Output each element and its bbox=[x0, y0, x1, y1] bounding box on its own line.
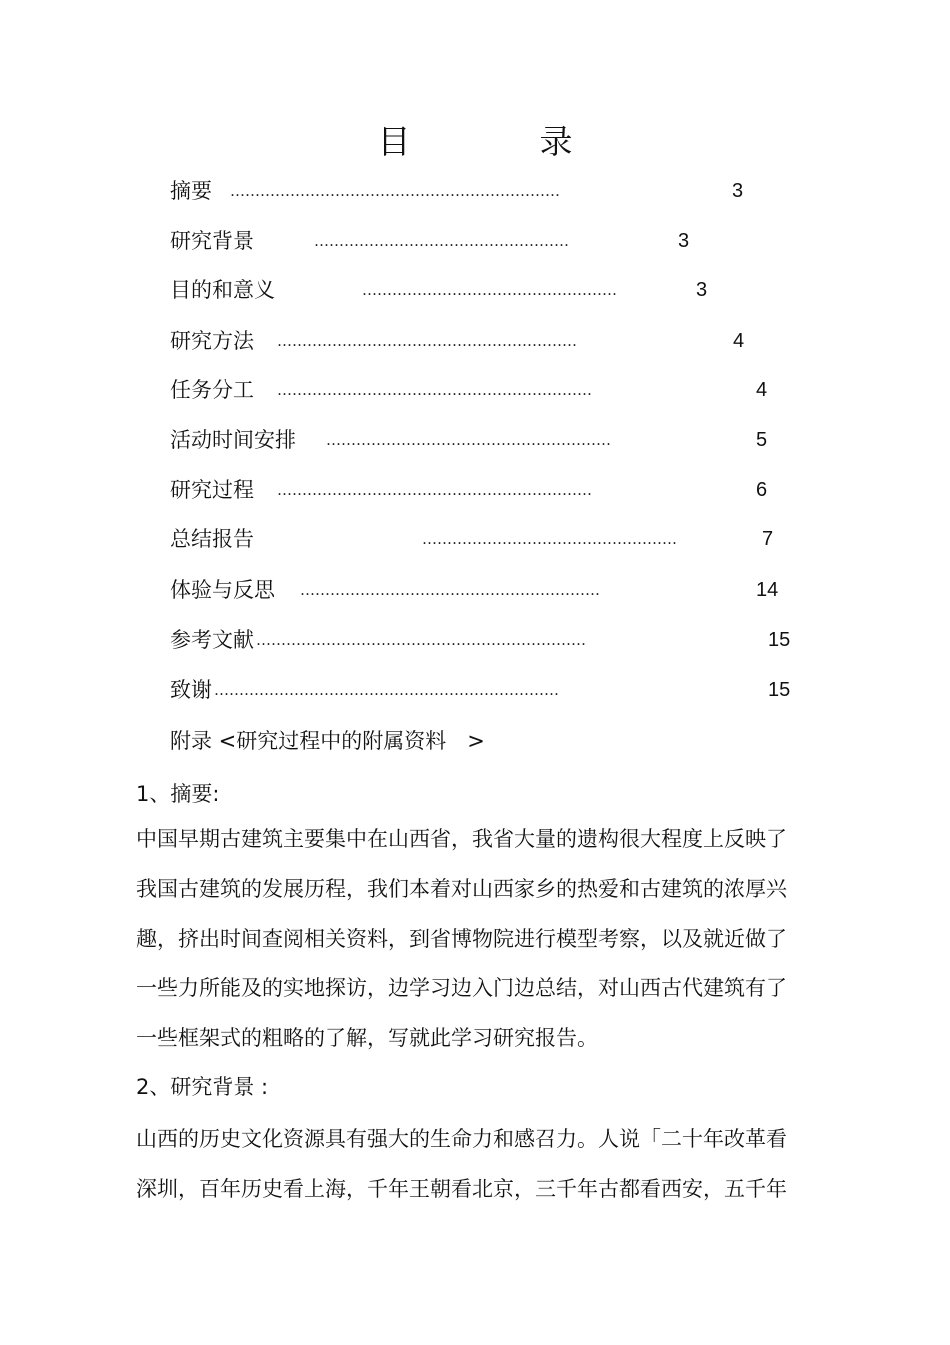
paragraph-line: 一些力所能及的实地探访，边学习边入门边总结，对山西古代建筑有了 bbox=[136, 976, 787, 1000]
toc-page-number: 15 bbox=[768, 629, 791, 651]
toc-page-number: 6 bbox=[756, 479, 768, 501]
toc-page-number: 5 bbox=[756, 429, 768, 451]
toc-page-number: 7 bbox=[762, 528, 774, 550]
toc-label: 研究背景 bbox=[170, 229, 254, 253]
paragraph-line: 一些框架式的粗略的了解，写就此学习研究报告。 bbox=[136, 1026, 598, 1050]
toc-label: 活动时间安排 bbox=[170, 428, 296, 452]
toc-leader: …………………………………………… bbox=[422, 530, 677, 548]
toc-page-number: 3 bbox=[696, 279, 708, 301]
toc-appendix[interactable]: 附录 <研究过程中的附属资料 > bbox=[170, 729, 485, 753]
toc-leader: ………………………………………………… bbox=[326, 431, 611, 449]
toc-leader: ………………………………………………………… bbox=[256, 631, 586, 649]
toc-label: 摘要 bbox=[170, 179, 212, 203]
toc-leader: …………………………………………………… bbox=[277, 332, 577, 350]
toc-leader: ……………………………………………………… bbox=[277, 381, 592, 399]
toc-label: 总结报告 bbox=[170, 527, 254, 551]
toc-page-number: 15 bbox=[768, 679, 791, 701]
paragraph-line: 山西的历史文化资源具有强大的生命力和感召力。人说「二十年改革看 bbox=[136, 1127, 787, 1151]
section-heading-background: 2、研究背景 : bbox=[136, 1075, 269, 1099]
paragraph-line: 深圳，百年历史看上海，千年王朝看北京，三千年古都看西安，五千年 bbox=[136, 1177, 787, 1201]
paragraph-line: 中国早期古建筑主要集中在山西省，我省大量的遗构很大程度上反映了 bbox=[136, 827, 787, 851]
toc-label: 体验与反思 bbox=[170, 578, 275, 602]
toc-leader: …………………………………………… bbox=[314, 232, 569, 250]
paragraph-line: 我国古建筑的发展历程，我们本着对山西家乡的热爱和古建筑的浓厚兴 bbox=[136, 877, 787, 901]
toc-leader: …………………………………………………… bbox=[300, 581, 600, 599]
paragraph-line: 趣，挤出时间查阅相关资料，到省博物院进行模型考察，以及就近做了 bbox=[136, 927, 787, 951]
toc-title: 目 录 bbox=[377, 122, 621, 161]
toc-page-number: 3 bbox=[732, 180, 744, 202]
toc-label: 致谢 bbox=[170, 678, 212, 702]
toc-page-number: 4 bbox=[756, 379, 768, 401]
toc-leader: ……………………………………………………… bbox=[277, 481, 592, 499]
toc-label: 研究过程 bbox=[170, 478, 254, 502]
toc-label: 参考文献 bbox=[170, 628, 254, 652]
toc-leader: …………………………………………… bbox=[362, 281, 617, 299]
toc-leader: …………………………………………………………… bbox=[214, 681, 559, 699]
toc-page-number: 3 bbox=[678, 230, 690, 252]
toc-page-number: 14 bbox=[756, 579, 779, 601]
section-heading-abstract: 1、摘要: bbox=[136, 782, 220, 806]
toc-label: 任务分工 bbox=[170, 378, 254, 402]
toc-page-number: 4 bbox=[733, 330, 745, 352]
toc-label: 目的和意义 bbox=[170, 278, 275, 302]
toc-label: 研究方法 bbox=[170, 329, 254, 353]
toc-leader: ………………………………………………………… bbox=[230, 182, 560, 200]
